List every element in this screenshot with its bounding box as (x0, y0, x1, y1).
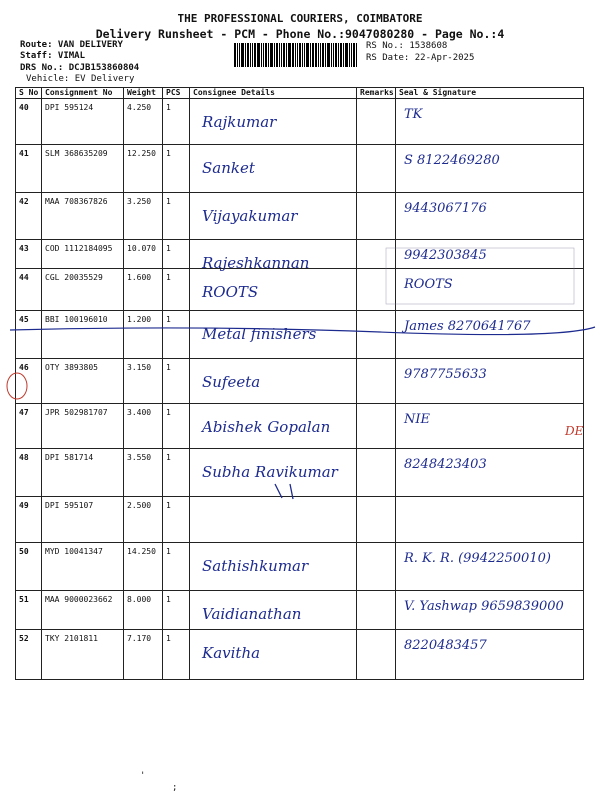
barcode-bar (302, 43, 303, 67)
consignment-number-cell: MAA 708367826 (42, 193, 124, 240)
barcode-bar (331, 43, 332, 67)
serial-number-cell: 50 (16, 543, 42, 591)
column-header: Remarks (357, 88, 396, 99)
consignment-number-cell: DPI 595124 (42, 99, 124, 145)
serial-number-cell: 42 (16, 193, 42, 240)
barcode-bar (261, 43, 262, 67)
serial-number-cell: 51 (16, 591, 42, 630)
seal-signature-cell (396, 404, 584, 449)
pcs-cell: 1 (163, 99, 190, 145)
consignee-handwriting: Sufeeta (202, 373, 261, 391)
consignee-cell (190, 404, 357, 449)
barcode-bar (250, 43, 251, 67)
barcode-bar (349, 43, 350, 67)
footer-mark: ' (140, 771, 146, 781)
barcode-image (234, 43, 360, 67)
consignee-cell (190, 99, 357, 145)
barcode-bar (241, 43, 244, 67)
barcode-bar (288, 43, 291, 67)
barcode-bar (322, 43, 324, 67)
table-header-row (16, 88, 584, 99)
table-row (16, 99, 584, 145)
seal-signature-cell (396, 630, 584, 680)
weight-cell: 2.500 (124, 497, 163, 543)
consignment-number-cell: SLM 368635209 (42, 145, 124, 193)
column-header: Consignment No (42, 88, 124, 99)
barcode-bar (234, 43, 236, 67)
barcode-bar (286, 43, 287, 67)
barcode-bar (257, 43, 260, 67)
consignee-handwriting: Rajkumar (202, 113, 277, 131)
consignment-number-cell: DPI 581714 (42, 449, 124, 497)
column-header: Seal & Signature (396, 88, 584, 99)
barcode-bar (320, 43, 321, 67)
remarks-cell (357, 543, 396, 591)
weight-cell: 4.250 (124, 99, 163, 145)
consignment-number-cell: OTY 3893805 (42, 359, 124, 404)
barcode-bar (299, 43, 301, 67)
barcode-bar (245, 43, 246, 67)
signature-handwriting: S 8122469280 (404, 153, 500, 168)
table-row (16, 193, 584, 240)
consignee-cell (190, 591, 357, 630)
consignee-cell (190, 359, 357, 404)
seal-signature-cell (396, 543, 584, 591)
consignee-cell (190, 497, 357, 543)
consignee-handwriting: Vaidianathan (202, 605, 302, 623)
consignee-handwriting: Subha Ravikumar (202, 463, 338, 481)
barcode-bar (356, 43, 357, 67)
table-row (16, 269, 584, 311)
barcode-bar (279, 43, 280, 67)
consignee-cell (190, 449, 357, 497)
consignment-number-cell: CGL 20035529 (42, 269, 124, 311)
serial-number-cell: 49 (16, 497, 42, 543)
table-row (16, 240, 584, 269)
remarks-cell (357, 99, 396, 145)
weight-cell: 1.600 (124, 269, 163, 311)
column-header: Weight (124, 88, 163, 99)
consignee-handwriting: Metal finishers (202, 325, 317, 343)
weight-cell: 3.400 (124, 404, 163, 449)
barcode-bar (343, 43, 344, 67)
pcs-cell: 1 (163, 497, 190, 543)
route-label: Route: VAN DELIVERY (20, 40, 123, 50)
staff-label: Staff: VIMAL (20, 51, 86, 61)
serial-number-cell: 40 (16, 99, 42, 145)
consignment-number-cell: JPR 502981707 (42, 404, 124, 449)
weight-cell: 3.250 (124, 193, 163, 240)
remarks-cell (357, 145, 396, 193)
company-title: THE PROFESSIONAL COURIERS, COIMBATORE (177, 12, 423, 25)
barcode-bar (252, 43, 253, 67)
table-row (16, 591, 584, 630)
serial-number-cell: 48 (16, 449, 42, 497)
barcode-bar (312, 43, 314, 67)
barcode-bar (327, 43, 330, 67)
barcode-bar (265, 43, 267, 67)
barcode-bar (263, 43, 264, 67)
remarks-cell (357, 269, 396, 311)
serial-number-cell: 47 (16, 404, 42, 449)
signature-handwriting: V. Yashwap 9659839000 (404, 599, 564, 614)
remarks-cell (357, 630, 396, 680)
consignee-cell (190, 543, 357, 591)
pcs-cell: 1 (163, 145, 190, 193)
remarks-cell (357, 404, 396, 449)
barcode-bar (310, 43, 311, 67)
consignee-handwriting: Vijayakumar (202, 207, 298, 225)
table-row (16, 311, 584, 359)
signature-handwriting: 9787755633 (404, 367, 487, 382)
consignee-handwriting: Abishek Gopalan (202, 418, 331, 436)
weight-cell: 1.200 (124, 311, 163, 359)
drs-label: DRS No.: DCJB153860804 (20, 63, 140, 73)
column-header: S No (16, 88, 42, 99)
column-header: Consignee Details (190, 88, 357, 99)
pcs-cell: 1 (163, 630, 190, 680)
barcode-bar (333, 43, 334, 67)
barcode-bar (325, 43, 326, 67)
barcode-bar (345, 43, 348, 67)
consignee-handwriting: Sathishkumar (202, 557, 309, 575)
consignee-cell (190, 630, 357, 680)
barcode-bar (353, 43, 355, 67)
serial-number-cell: 52 (16, 630, 42, 680)
signature-handwriting: 8248423403 (404, 457, 487, 472)
table-row (16, 543, 584, 591)
remarks-cell (357, 193, 396, 240)
remarks-cell (357, 497, 396, 543)
footer-mark: ; (172, 783, 178, 793)
barcode-bar (315, 43, 317, 67)
consignee-cell (190, 269, 357, 311)
pcs-cell: 1 (163, 359, 190, 404)
runsheet-subtitle: Delivery Runsheet - PCM - Phone No.:9047080280 - Page No.:4 (95, 27, 505, 41)
table-row (16, 145, 584, 193)
remarks-cell (357, 359, 396, 404)
signature-handwriting: R. K. R. (9942250010) (404, 551, 551, 566)
barcode-bar (335, 43, 337, 67)
seal-signature-cell (396, 311, 584, 359)
consignment-number-cell: BBI 100196010 (42, 311, 124, 359)
serial-number-cell: 46 (16, 359, 42, 404)
consignment-number-cell: TKY 2101811 (42, 630, 124, 680)
serial-number-cell: 45 (16, 311, 42, 359)
barcode-bar (268, 43, 269, 67)
barcode-bar (295, 43, 296, 67)
weight-cell: 7.170 (124, 630, 163, 680)
barcode-bar (254, 43, 256, 67)
seal-signature-cell (396, 449, 584, 497)
consignee-cell (190, 193, 357, 240)
consignment-number-cell: MAA 9000023662 (42, 591, 124, 630)
remarks-cell (357, 449, 396, 497)
consignment-number-cell: DPI 595107 (42, 497, 124, 543)
pcs-cell: 1 (163, 591, 190, 630)
signature-handwriting: James 8270641767 (404, 319, 531, 334)
consignee-handwriting: Rajeshkannan (202, 254, 310, 272)
barcode-bar (270, 43, 273, 67)
barcode-bar (338, 43, 339, 67)
barcode-bar (304, 43, 305, 67)
pcs-cell: 1 (163, 311, 190, 359)
seal-signature-cell (396, 145, 584, 193)
consignee-handwriting: ROOTS (202, 283, 259, 301)
table-row (16, 404, 584, 449)
pcs-cell: 1 (163, 449, 190, 497)
seal-signature-cell (396, 359, 584, 404)
barcode-bar (283, 43, 285, 67)
pcs-cell: 1 (163, 404, 190, 449)
barcode-bar (237, 43, 238, 67)
weight-cell: 3.550 (124, 449, 163, 497)
barcode-bar (247, 43, 249, 67)
consignee-handwriting: Sanket (202, 159, 255, 177)
runsheet-table (15, 87, 584, 680)
weight-cell: 10.070 (124, 240, 163, 269)
barcode-bar (239, 43, 240, 67)
rs-number: RS No.: 1538608 (366, 41, 448, 51)
barcode-bar (274, 43, 275, 67)
barcode-bar (292, 43, 294, 67)
remarks-cell (357, 240, 396, 269)
barcode-bar (281, 43, 282, 67)
signature-handwriting: 8220483457 (404, 638, 487, 653)
signature-handwriting: TK (404, 107, 423, 122)
barcode-bar (306, 43, 309, 67)
vehicle-label: Vehicle: EV Delivery (26, 74, 135, 84)
table-row (16, 449, 584, 497)
table-row (16, 497, 584, 543)
red-mark-de: DE (565, 424, 584, 438)
consignee-cell (190, 145, 357, 193)
seal-signature-cell (396, 497, 584, 543)
barcode-bar (276, 43, 278, 67)
weight-cell: 3.150 (124, 359, 163, 404)
rs-date: RS Date: 22-Apr-2025 (366, 53, 475, 63)
barcode-bar (351, 43, 352, 67)
consignee-cell (190, 311, 357, 359)
signature-handwriting: ROOTS (404, 277, 453, 292)
seal-signature-cell (396, 591, 584, 630)
consignment-number-cell: COD 1112184095 (42, 240, 124, 269)
consignment-number-cell: MYD 10041347 (42, 543, 124, 591)
serial-number-cell: 41 (16, 145, 42, 193)
table-row (16, 630, 584, 680)
barcode-bar (318, 43, 319, 67)
column-header: PCS (163, 88, 190, 99)
serial-number-cell: 44 (16, 269, 42, 311)
table-row (16, 359, 584, 404)
signature-handwriting: 9942303845 (404, 248, 487, 263)
pcs-cell: 1 (163, 240, 190, 269)
remarks-cell (357, 591, 396, 630)
seal-signature-cell (396, 240, 584, 269)
signature-handwriting: 9443067176 (404, 201, 487, 216)
consignee-cell (190, 240, 357, 272)
pcs-cell: 1 (163, 543, 190, 591)
seal-signature-cell (396, 99, 584, 145)
serial-number-cell: 43 (16, 240, 42, 269)
signature-handwriting: NIE (404, 412, 430, 427)
pcs-cell: 1 (163, 193, 190, 240)
remarks-cell (357, 311, 396, 359)
barcode-bar (297, 43, 298, 67)
barcode-bar (340, 43, 342, 67)
weight-cell: 14.250 (124, 543, 163, 591)
seal-signature-cell (396, 193, 584, 240)
pcs-cell: 1 (163, 269, 190, 311)
weight-cell: 12.250 (124, 145, 163, 193)
weight-cell: 8.000 (124, 591, 163, 630)
consignee-handwriting: Kavitha (202, 644, 261, 662)
seal-signature-cell (396, 269, 584, 311)
